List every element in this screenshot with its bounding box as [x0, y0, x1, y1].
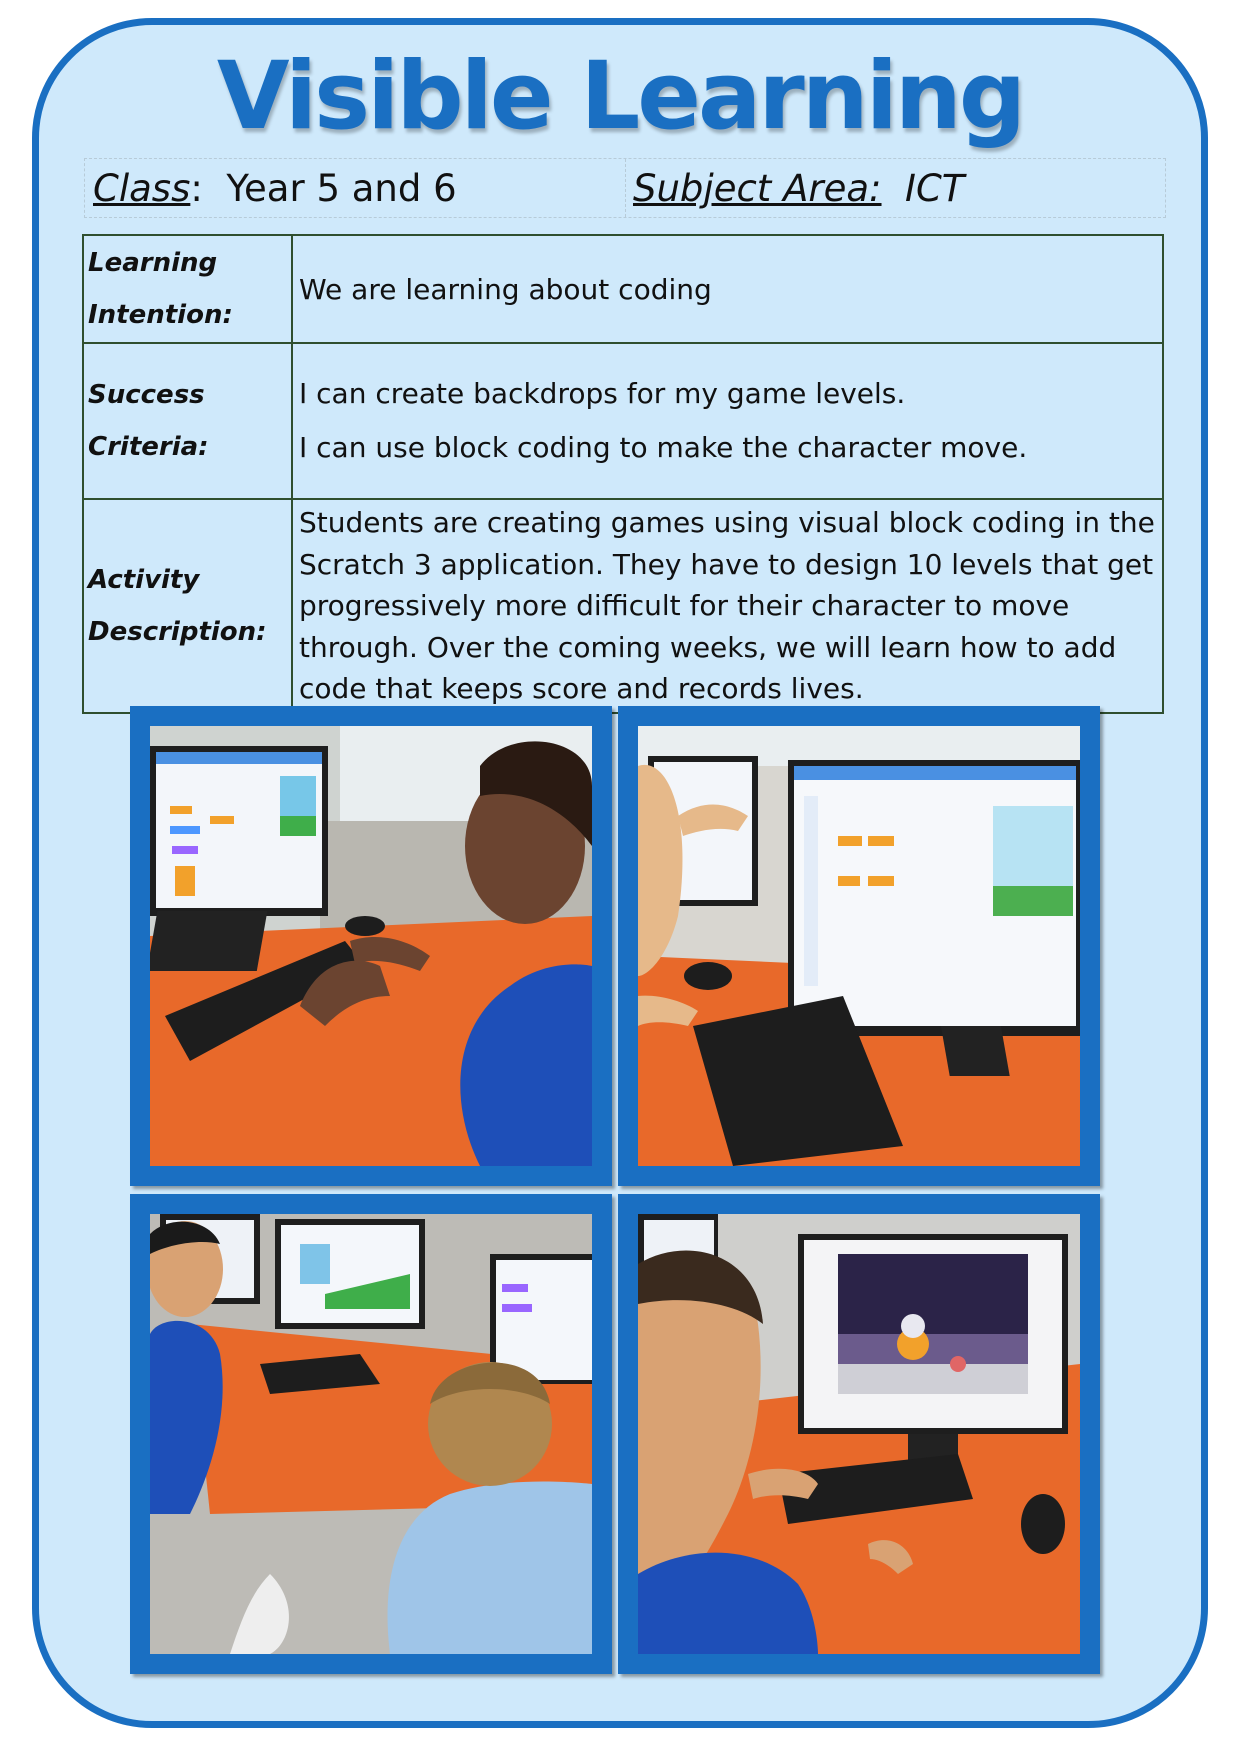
label-line: Description: — [88, 617, 267, 647]
class-subject-row — [84, 158, 1166, 218]
class-label: Class — [93, 167, 191, 210]
success-criterion: I can use block coding to make the character move. — [299, 431, 1028, 464]
activity-description-label — [83, 499, 292, 713]
page-title: Visible Learning — [216, 42, 1024, 151]
subject-label: Subject Area: — [633, 167, 882, 210]
photo-two-students — [130, 1194, 612, 1674]
class-value: Year 5 and 6 — [226, 167, 457, 210]
photo-scene-4 — [638, 1214, 1080, 1654]
learning-intention-text: We are learning about coding — [292, 235, 1163, 343]
activity-description-text: Students are creating games using visual block coding in the Scratch 3 application. They have to design 10 levels that get progressively more difficult for their character to move through. Over the coming weeks, we will learn how to add code that keeps score and records lives. — [292, 499, 1163, 713]
learning-intention-label — [83, 235, 292, 343]
photo-scene-2 — [638, 726, 1080, 1166]
class-cell — [93, 167, 457, 210]
photo-scene-1 — [150, 726, 592, 1166]
photo-student-scratch — [618, 706, 1100, 1186]
success-criteria-label — [83, 343, 292, 499]
label-line: Activity — [88, 565, 200, 595]
learning-table — [82, 234, 1164, 714]
label-line: Criteria: — [88, 432, 209, 462]
success-criteria-text — [292, 343, 1163, 499]
label-line: Intention: — [88, 300, 233, 330]
learning-intention-row — [83, 235, 1163, 343]
activity-description-row — [83, 499, 1163, 713]
success-criterion: I can create backdrops for my game levels. — [299, 377, 906, 410]
label-line: Learning — [88, 248, 218, 278]
photo-student-space-game — [618, 1194, 1100, 1674]
success-criteria-row — [83, 343, 1163, 499]
photo-student-typing — [130, 706, 612, 1186]
photo-scene-3 — [150, 1214, 592, 1654]
subject-cell — [633, 167, 964, 210]
class-colon: : — [190, 167, 203, 210]
row-divider — [625, 159, 626, 217]
label-line: Success — [88, 380, 205, 410]
subject-value: ICT — [905, 167, 965, 210]
